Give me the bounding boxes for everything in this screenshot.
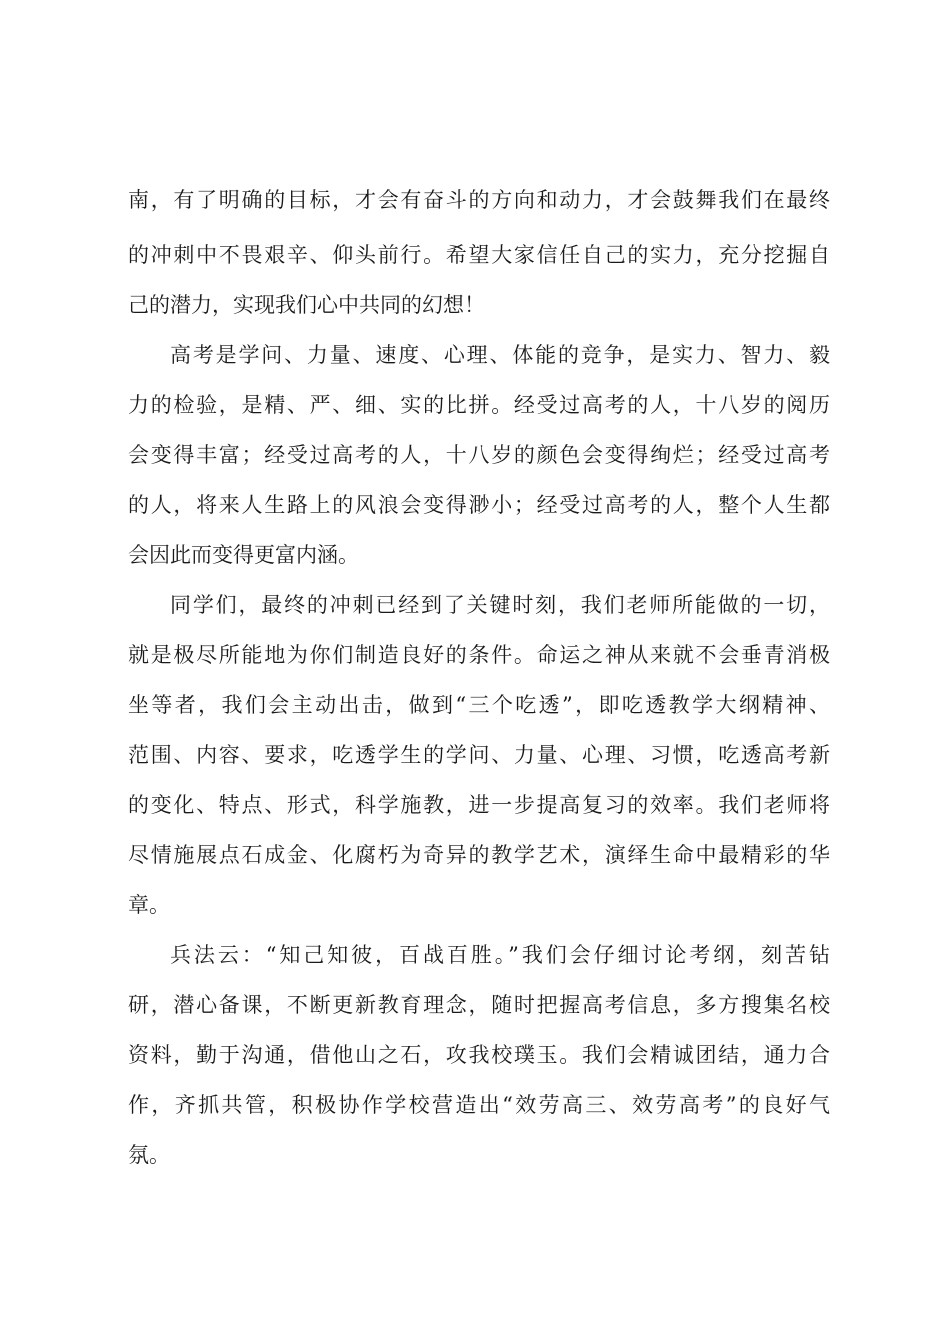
paragraph-3-line-7: 章。 bbox=[128, 893, 170, 917]
paragraph-1-line-3: 己的潜力，实现我们心中共同的幻想！ bbox=[128, 293, 485, 317]
paragraph-3-line-4: 范围、内容、要求，吃透学生的学问、力量、心理、习惯，吃透高考新 bbox=[128, 743, 830, 767]
paragraph-3-line-5: 的变化、特点、形式，科学施教，进一步提高复习的效率。我们老师将 bbox=[128, 793, 830, 817]
paragraph-2-line-2: 力的检验，是精、严、细、实的比拼。经受过高考的人，十八岁的阅历 bbox=[128, 393, 830, 417]
paragraph-2-line-1: 高考是学问、力量、速度、心理、体能的竞争，是实力、智力、毅 bbox=[170, 343, 830, 367]
paragraph-3-line-1: 同学们，最终的冲刺已经到了关键时刻，我们老师所能做的一切， bbox=[170, 593, 830, 617]
paragraph-2-line-4: 的人，将来人生路上的风浪会变得渺小；经受过高考的人，整个人生都 bbox=[128, 493, 830, 517]
paragraph-3-line-3: 坐等者，我们会主动出击，做到“三个吃透”，即吃透教学大纲精神、 bbox=[128, 693, 830, 717]
paragraph-2-line-3: 会变得丰富；经受过高考的人，十八岁的颜色会变得绚烂；经受过高考 bbox=[128, 443, 830, 467]
paragraph-4-line-3: 资料，勤于沟通，借他山之石，攻我校璞玉。我们会精诚团结，通力合 bbox=[128, 1043, 830, 1067]
paragraph-3-line-6: 尽情施展点石成金、化腐朽为奇异的教学艺术，演绎生命中最精彩的华 bbox=[128, 843, 830, 867]
paragraph-1-line-1: 南，有了明确的目标，才会有奋斗的方向和动力，才会鼓舞我们在最终 bbox=[128, 188, 830, 212]
paragraph-4-line-5: 氛。 bbox=[128, 1143, 170, 1167]
paragraph-3-line-2: 就是极尽所能地为你们制造良好的条件。命运之神从来就不会垂青消极 bbox=[128, 643, 830, 667]
paragraph-4-line-2: 研，潜心备课，不断更新教育理念，随时把握高考信息，多方搜集名校 bbox=[128, 993, 830, 1017]
paragraph-2-line-5: 会因此而变得更富内涵。 bbox=[128, 543, 359, 567]
paragraph-4-line-4: 作，齐抓共管，积极协作学校营造出“效劳高三、效劳高考”的良好气 bbox=[128, 1093, 830, 1117]
paragraph-1-line-2: 的冲刺中不畏艰辛、仰头前行。希望大家信任自己的实力，充分挖掘自 bbox=[128, 243, 830, 267]
paragraph-4-line-1: 兵法云：“知己知彼，百战百胜。”我们会仔细讨论考纲，刻苦钻 bbox=[170, 943, 830, 967]
